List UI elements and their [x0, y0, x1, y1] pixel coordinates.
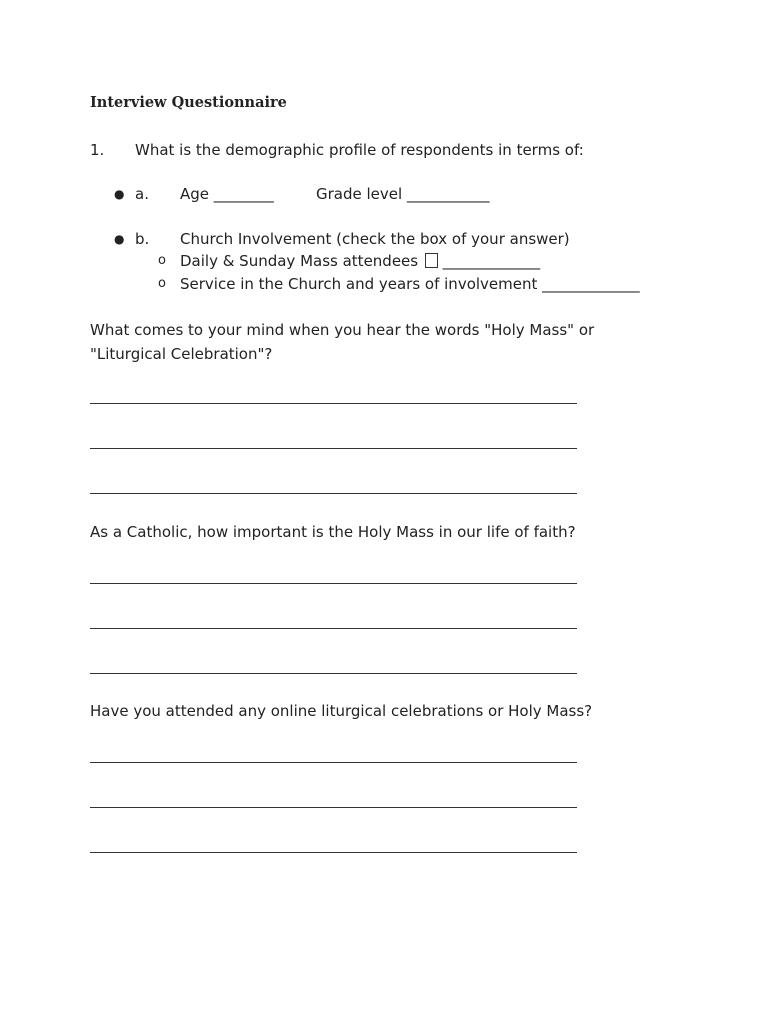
bullet-dot-icon: ●: [114, 187, 125, 201]
question-1-text: What is the demographic profile of respondents in terms of:: [135, 141, 584, 159]
answer-line[interactable]: [90, 673, 577, 674]
option-mass-attendees: [180, 252, 540, 270]
question-1-number: 1.: [90, 141, 105, 159]
option-mass-attendees-label: Daily & Sunday Mass attendees: [180, 252, 419, 270]
answer-line[interactable]: [90, 403, 577, 404]
sub-bullet-icon: o: [158, 253, 166, 268]
bullet-dot-icon: ●: [114, 232, 125, 246]
answer-line[interactable]: [90, 583, 577, 584]
answer-line[interactable]: [90, 628, 577, 629]
answer-line[interactable]: [90, 448, 577, 449]
mass-attendees-blank[interactable]: _____________: [442, 252, 541, 270]
answer-line[interactable]: [90, 493, 577, 494]
mass-attendees-checkbox[interactable]: [425, 253, 438, 268]
question-3-text: As a Catholic, how important is the Holy Mass in our life of faith?: [90, 523, 576, 541]
question-2-text: What comes to your mind when you hear the words "Holy Mass" or "Liturgical Celebration"?: [90, 321, 595, 363]
grade-level-field[interactable]: Grade level ___________: [316, 185, 490, 203]
answer-line[interactable]: [90, 807, 577, 808]
option-service-involvement[interactable]: Service in the Church and years of involvement _____________: [180, 275, 640, 293]
church-involvement-text: Church Involvement (check the box of your answer): [180, 230, 570, 248]
answer-line[interactable]: [90, 852, 577, 853]
age-field[interactable]: Age ________: [180, 185, 274, 203]
item-b-label: b.: [135, 230, 150, 248]
question-4-text: Have you attended any online liturgical celebrations or Holy Mass?: [90, 702, 593, 720]
answer-line[interactable]: [90, 762, 577, 763]
sub-bullet-icon: o: [158, 276, 166, 291]
item-a-label: a.: [135, 185, 149, 203]
page-title: Interview Questionnaire: [90, 94, 287, 111]
